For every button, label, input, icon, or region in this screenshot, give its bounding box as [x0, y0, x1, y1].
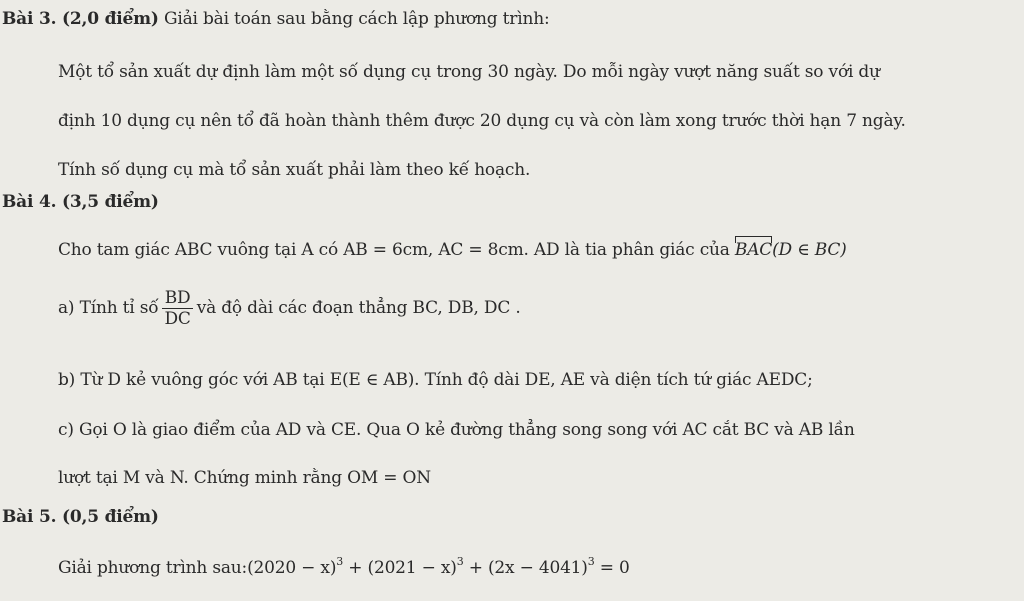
- exponent-2: 3: [456, 555, 464, 568]
- bai5-term-1: (2020 − x): [247, 558, 337, 578]
- bai5-term-2: + (2021 − x): [343, 558, 457, 578]
- exponent-3: 3: [587, 555, 595, 568]
- bai4-a-suffix: và độ dài các đoạn thẳng BC, DB, DC .: [196, 298, 521, 318]
- bai4-heading: Bài 4. (3,5 điểm): [2, 192, 159, 212]
- bai3-line-1: Một tổ sản xuất dự định làm một số dụng cụ trong 30 ngày. Do mỗi ngày vượt năng suất so với dự: [58, 62, 880, 82]
- bai4-given-prefix: Cho tam giác ABC vuông tại A có AB = 6cm, AC = 8cm. AD là tia phân giác của: [58, 240, 735, 260]
- fraction-bd-dc: [162, 288, 192, 329]
- bai4-given: [58, 240, 847, 260]
- bai4-a-prefix: a) Tính tỉ số: [58, 298, 159, 318]
- fraction-numerator: BD: [162, 288, 192, 309]
- bai3-line-3: Tính số dụng cụ mà tổ sản xuất phải làm theo kế hoạch.: [58, 160, 531, 180]
- fraction-denominator: DC: [164, 309, 191, 329]
- bai4-part-b: b) Từ D kẻ vuông góc với AB tại E(E ∈ AB). Tính độ dài DE, AE và diện tích tứ giác AEDC;: [58, 370, 813, 390]
- angle-bac: BAC: [734, 240, 773, 260]
- bai4-part-c-line-2: lượt tại M và N. Chứng minh rằng OM = ON: [58, 468, 431, 488]
- bai3-heading: Bài 3. (2,0 điểm): [2, 9, 159, 29]
- bai3-line-2: định 10 dụng cụ nên tổ đã hoàn thành thêm được 20 dụng cụ và còn làm xong trước thời hạn 7 ngày.: [58, 111, 906, 131]
- bai3-intro: Giải bài toán sau bằng cách lập phương trình:: [158, 9, 550, 29]
- bai5-term-3: + (2x − 4041): [463, 558, 588, 578]
- bai5-tail: = 0: [594, 558, 630, 578]
- bai4-given-suffix: (D ∈ BC): [772, 240, 847, 260]
- bai4-part-a: [58, 288, 521, 329]
- bai5-heading: Bài 5. (0,5 điểm): [2, 507, 159, 527]
- bai5-prefix: Giải phương trình sau:: [58, 558, 248, 578]
- bai3-heading-line: [2, 9, 550, 29]
- exponent-1: 3: [336, 555, 344, 568]
- bai5-equation-line: [58, 555, 630, 578]
- bai4-part-c-line-1: c) Gọi O là giao điểm của AD và CE. Qua O kẻ đường thẳng song song với AC cắt BC và AB lần: [58, 420, 855, 440]
